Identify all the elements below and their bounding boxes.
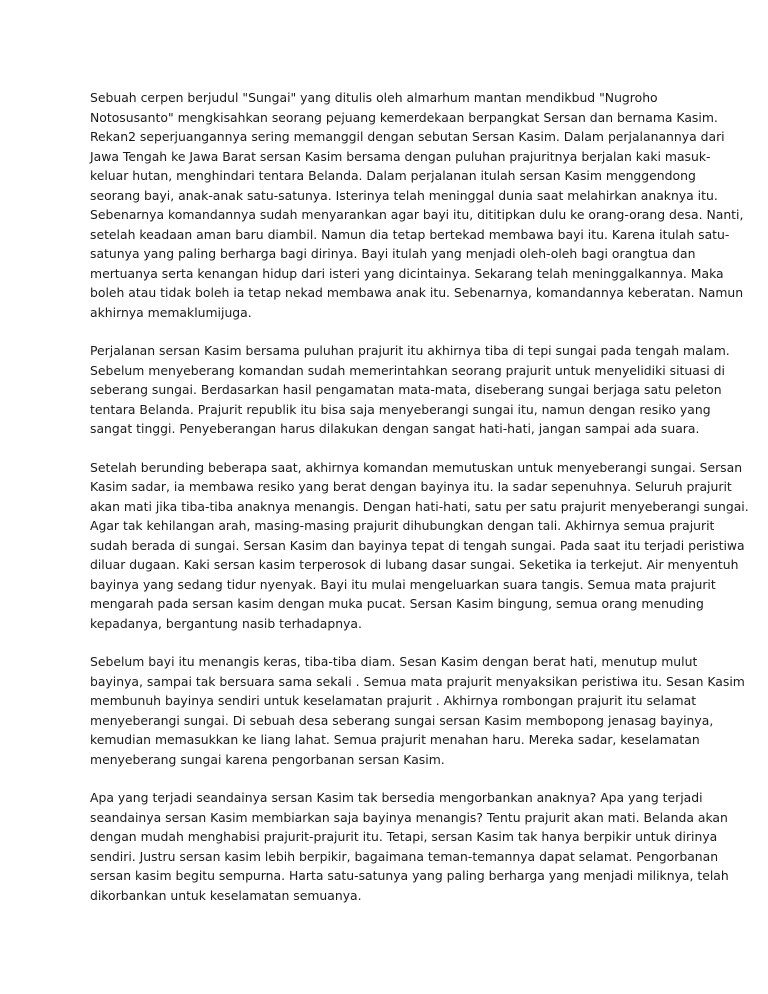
paragraph <box>90 652 745 769</box>
text-line: seandainya sersan Kasim membiarkan saja bayinya menangis? Tentu prajurit akan mati. Belanda akan <box>90 809 728 825</box>
text-line: sersan kasim begitu sempurna. Harta satu-satunya yang paling berharga yang menjadi miliknya, telah <box>90 868 729 883</box>
text-line: boleh atau tidak boleh ia tetap nekad membawa anak itu. Sebenarnya, komandannya keberatan. Namun <box>90 285 744 300</box>
text-line: Agar tak kehilangan arah, masing-masing prajurit dihubungkan dengan tali. Akhirnya semua prajurit <box>90 518 715 533</box>
document-body <box>90 88 749 924</box>
text-line: dikorbankan untuk keselamatan semuanya. <box>90 887 362 903</box>
text-line: sudah berada di sungai. Sersan Kasim dan bayinya tepat di tengah sungai. Pada saat itu terjadi peristiwa <box>90 537 745 553</box>
text-line: sendiri. Justru sersan kasim lebih berpikir, bagaimana teman-temannya dapat selamat. Pengorbanan <box>90 848 719 864</box>
text-line: mengarah pada sersan kasim dengan muka pucat. Sersan Kasim bingung, semua orang menuding <box>90 596 704 611</box>
text-line: Notosusanto" mengkisahkan seorang pejuang kemerdekaan berpangkat Sersan dan bernama Kasim. <box>90 109 718 125</box>
text-line: Sebuah cerpen berjudul "Sungai" yang ditulis oleh almarhum mantan mendikbud "Nugroho <box>90 90 658 105</box>
text-line: Apa yang terjadi seandainya sersan Kasim tak bersedia mengorbankan anaknya? Apa yang terjadi <box>90 790 703 805</box>
text-line: Perjalanan sersan Kasim bersama puluhan prajurit itu akhirnya tiba di tepi sungai pada tengah malam. <box>90 343 730 358</box>
text-line: dengan mudah menghabisi prajurit-prajurit itu. Tetapi, sersan Kasim tak hanya berpikir untuk dirinya <box>90 829 718 844</box>
paragraph <box>90 341 730 439</box>
text-line: akan mati jika tiba-tiba anaknya menangis. Dengan hati-hati, satu per satu prajurit menyeberangi sungai. <box>90 498 749 514</box>
text-line: Sebelum bayi itu menangis keras, tiba-tiba diam. Sesan Kasim dengan berat hati, menutup mulut <box>90 654 698 669</box>
text-line: Sebelum menyeberang komandan sudah memerintahkan seorang prajurit untuk menyelidiki situasi di <box>90 362 725 378</box>
text-line: Rekan2 seperjuangannya sering memanggil dengan sebutan Sersan Kasim. Dalam perjalanannya dari <box>90 129 725 144</box>
text-line: tentara Belanda. Prajurit republik itu bisa saja menyeberangi sungai itu, namun dengan resiko yang <box>90 401 711 417</box>
text-line: Sebenarnya komandannya sudah menyarankan agar bayi itu, dititipkan dulu ke orang-orang desa. Nanti, <box>90 207 744 222</box>
text-line: kepadanya, bergantung nasib terhadapnya. <box>90 615 362 631</box>
paragraph <box>90 788 729 905</box>
text-line: Setelah berunding beberapa saat, akhirnya komandan memutuskan untuk menyeberangi sungai. Sersan <box>90 459 743 475</box>
text-line: kemudian memasukkan ke liang lahat. Semua prajurit menahan haru. Mereka sadar, keselamatan <box>90 732 700 747</box>
text-line: membunuh bayinya sendiri untuk keselamatan prajurit . Akhirnya rombongan prajurit itu selamat <box>90 693 697 708</box>
text-line: satunya yang paling berharga bagi dirinya. Bayi itulah yang menjadi oleh-oleh bagi orangtua dan <box>90 246 696 261</box>
text-line: bayinya yang sedang tidur nyenyak. Bayi itu mulai mengeluarkan suara tangis. Semua mata prajurit <box>90 576 716 592</box>
text-line: setelah keadaan aman baru diambil. Namun dia tetap bertekad membawa bayi itu. Karena itulah satu- <box>90 226 730 242</box>
paragraph <box>90 88 744 322</box>
text-line: akhirnya memaklumijuga. <box>90 304 252 320</box>
text-line: mertuanya serta kenangan hidup dari isteri yang dicintainya. Sekarang telah meninggalkannya. Maka <box>90 265 724 281</box>
text-line: menyeberang sungai karena pengorbanan sersan Kasim. <box>90 751 445 767</box>
text-line: keluar hutan, menghindari tentara Belanda. Dalam perjalanan itulah sersan Kasim menggendong <box>90 168 696 183</box>
text-line: seberang sungai. Berdasarkan hasil pengamatan mata-mata, diseberang sungai berjaga satu peleton <box>90 382 722 397</box>
text-line: Kasim sadar, ia membawa resiko yang berat dengan bayinya itu. Ia sadar sepenuhnya. Seluruh prajurit <box>90 479 732 494</box>
text-line: menyeberangi sungai. Di sebuah desa seberang sungai sersan Kasim membopong jenasag bayinya, <box>90 712 714 728</box>
text-line: bayinya, sampai tak bersuara sama sekali . Semua mata prajurit menyaksikan peristiwa itu. Sesan Kasim <box>90 673 745 689</box>
text-line: Jawa Tengah ke Jawa Barat sersan Kasim bersama dengan puluhan prajuritnya berjalan kaki masuk- <box>90 148 711 164</box>
paragraph <box>90 458 749 634</box>
text-line: sangat tinggi. Penyeberangan harus dilakukan dengan sangat hati-hati, jangan sampai ada suara. <box>90 421 700 436</box>
text-line: diluar dugaan. Kaki sersan kasim terperosok di lubang dasar sungai. Seketika ia terkejut. Air menyentuh <box>90 557 739 572</box>
text-line: seorang bayi, anak-anak satu-satunya. Isterinya telah meninggal dunia saat melahirkan anaknya itu. <box>90 187 718 203</box>
